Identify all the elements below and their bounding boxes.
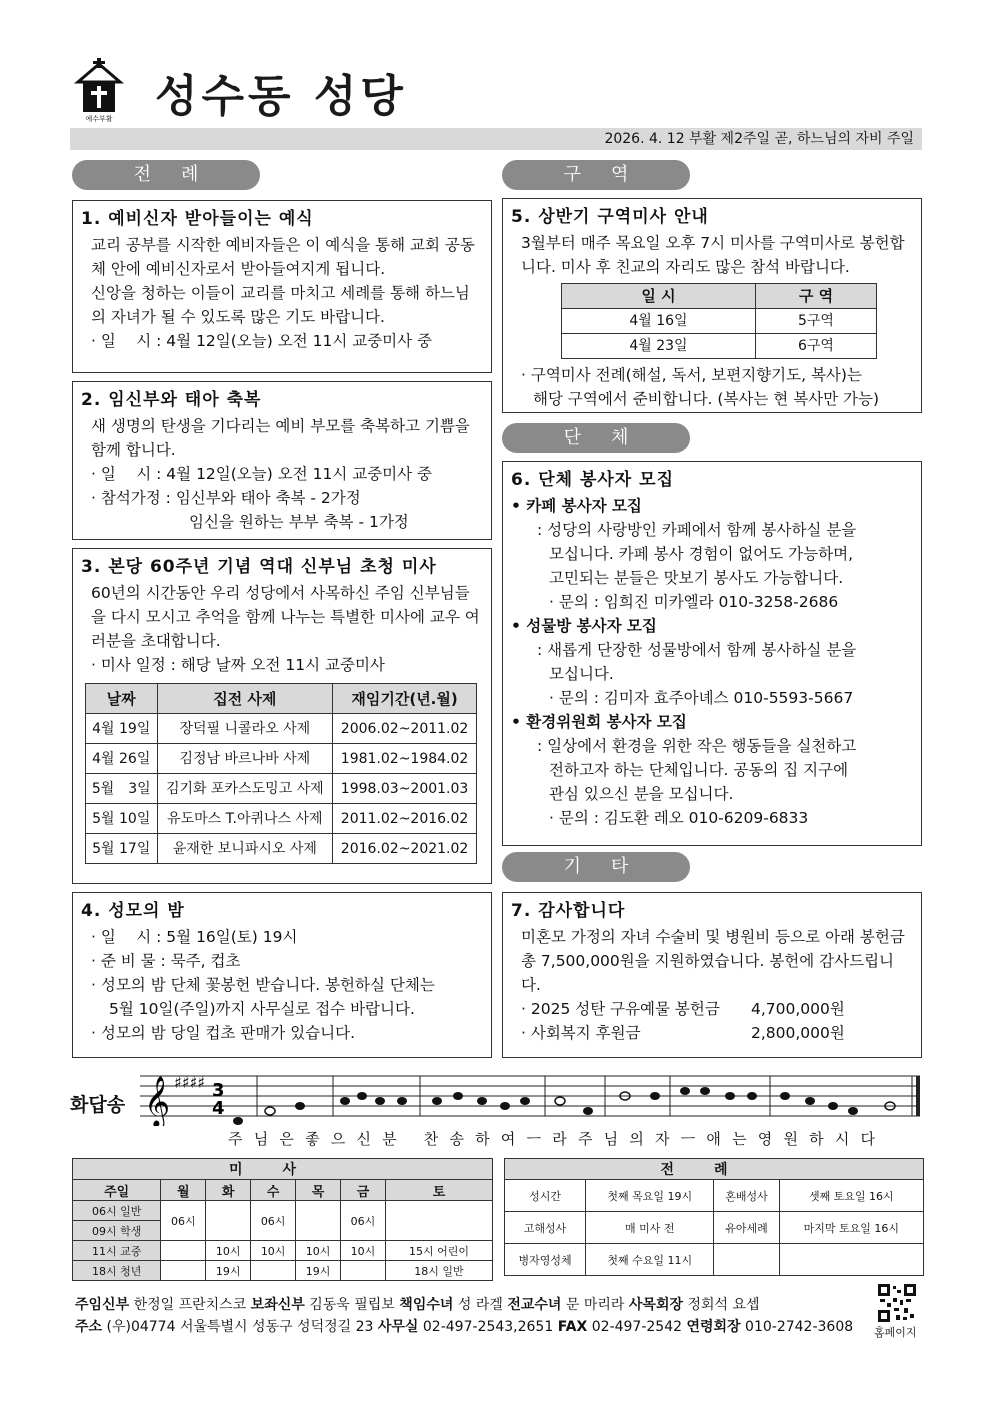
item-2-title: 2. 임신부와 태아 축복 xyxy=(81,390,262,410)
mass-day-header: 수 xyxy=(251,1180,296,1201)
item-7-row1 xyxy=(511,997,913,1021)
footer-k5: 사목회장 xyxy=(628,1297,684,1313)
item-1-box xyxy=(72,200,492,373)
qr-label: 홈페이지 xyxy=(874,1326,917,1339)
item-6-g1-l1: : 성당의 사랑방인 카페에서 함께 봉사하실 분을 xyxy=(537,521,857,539)
item-7-body: 미혼모 가정의 자녀 수술비 및 병원비 등으로 아래 봉헌금 총 7,500,000원을 지원하였습니다. 봉헌에 감사드립니다. xyxy=(521,928,905,994)
psalm-lyrics: 주님은좋으신분 찬송하여ㅡ라주님의자ㅡ애는영원하시다 xyxy=(228,1130,887,1148)
section-district: 구역 xyxy=(502,160,690,190)
footer-line-1 xyxy=(75,1294,853,1316)
mass-thu-am: 10시 xyxy=(296,1241,341,1261)
item-6-box xyxy=(502,461,922,846)
item-5-note2: 해당 구역에서 준비합니다. (복사는 현 복사만 가능) xyxy=(533,390,880,408)
item-1-body2: 신앙을 청하는 이들이 교리를 마치고 세례를 통해 하느님의 자녀가 될 수 있도록 많은 기도 바랍니다. xyxy=(91,284,470,326)
mass-sun-0: 06시 일반 xyxy=(73,1201,161,1221)
table-cell: 김기화 포카스도밍고 사제 xyxy=(157,774,333,804)
mass-sun-1: 09시 학생 xyxy=(73,1221,161,1241)
table-cell: 1981.02~1984.02 xyxy=(333,744,477,774)
sac-r1-c2: 유아세례 xyxy=(714,1212,779,1244)
mass-tue-am: 10시 xyxy=(206,1241,251,1261)
item-3-box xyxy=(72,548,492,884)
svg-text:𝄞: 𝄞 xyxy=(144,1076,171,1126)
priest-table-header: 재임기간(년.월) xyxy=(333,684,477,714)
mass-day-header: 목 xyxy=(296,1180,341,1201)
sac-r0-c0: 성시간 xyxy=(505,1180,586,1212)
item-2-who2: 임신을 원하는 부부 축복 - 1가정 xyxy=(189,513,409,531)
item-6-g3-l2: 전하고자 하는 단체입니다. 공동의 집 지구에 xyxy=(549,761,849,779)
item-4-l5: · 성모의 밤 당일 컵초 판매가 있습니다. xyxy=(91,1024,356,1042)
table-cell: 윤재한 보니파시오 사제 xyxy=(157,834,333,864)
item-6-g2-title: • 성물방 봉사자 모집 xyxy=(511,617,657,635)
table-cell: 유도마스 T.아퀴나스 사제 xyxy=(157,804,333,834)
footer-k7: 사무실 xyxy=(377,1319,419,1335)
item-2-when: · 일 시 : 4월 12일(오늘) 오전 11시 교중미사 중 xyxy=(91,465,433,483)
section-liturgy: 전례 xyxy=(72,160,260,190)
item-4-l1: · 일 시 : 5월 16일(토) 19시 xyxy=(91,928,298,946)
footer-line-2 xyxy=(75,1316,853,1338)
item-5-body: 3월부터 매주 목요일 오후 7시 미사를 구역미사로 봉헌합니다. 미사 후 친교의 자리도 많은 참석 바랍니다. xyxy=(521,234,905,276)
mass-fri-am: 10시 xyxy=(341,1241,386,1261)
item-4-l4: 5월 10일(주일)까지 사무실로 접수 바랍니다. xyxy=(109,1000,415,1018)
mass-day-header: 토 xyxy=(385,1180,492,1201)
footer-v9: 010-2742-3608 xyxy=(745,1319,854,1335)
sac-r0-c2: 혼배성사 xyxy=(714,1180,779,1212)
sac-r0-c3: 셋째 토요일 16시 xyxy=(779,1180,923,1212)
footer-v8: 02-497-2542 xyxy=(591,1319,683,1335)
psalm-label: 화답송 xyxy=(70,1094,126,1116)
item-6-title: 6. 단체 봉사자 모집 xyxy=(511,470,674,490)
mass-table-title: 미사 xyxy=(73,1159,493,1180)
mass-sun-2: 11시 교중 xyxy=(73,1241,161,1261)
mass-wed: 06시 xyxy=(251,1201,296,1241)
footer-k3: 책임수녀 xyxy=(399,1297,454,1313)
mass-wed-am: 10시 xyxy=(251,1241,296,1261)
footer-k4: 전교수녀 xyxy=(507,1297,562,1313)
item-6-g1-title: • 카페 봉사자 모집 xyxy=(511,497,642,515)
footer-k8: FAX xyxy=(557,1319,588,1335)
priest-table xyxy=(85,683,477,864)
table-cell: 2016.02~2021.02 xyxy=(333,834,477,864)
music-staff xyxy=(140,1066,922,1126)
item-6-g1-contact: · 문의 : 임희진 미카엘라 010-3258-2686 xyxy=(549,593,839,611)
mass-sat-child: 15시 어린이 xyxy=(385,1241,492,1261)
item-4-box xyxy=(72,892,492,1058)
district-table xyxy=(561,283,877,359)
item-6-g1-l3: 고민되는 분들은 맛보기 봉사도 가능합니다. xyxy=(549,569,844,587)
district-table-header: 구 역 xyxy=(755,284,876,309)
footer-k1: 주임신부 xyxy=(75,1297,130,1313)
footer-v4: 문 마리라 xyxy=(565,1297,625,1313)
section-other: 기타 xyxy=(502,852,690,882)
priest-table-header: 집전 사제 xyxy=(157,684,333,714)
mass-fri: 06시 xyxy=(341,1201,386,1241)
table-cell: 5월 17일 xyxy=(86,834,158,864)
table-cell: 2011.02~2016.02 xyxy=(333,804,477,834)
mass-mon: 06시 xyxy=(161,1201,206,1241)
mass-day-header: 금 xyxy=(341,1180,386,1201)
table-cell: 5월 3일 xyxy=(86,774,158,804)
mass-sat-general: 18시 일반 xyxy=(385,1261,492,1281)
item-7-r1-amount: 4,700,000원 xyxy=(751,1000,845,1018)
mass-schedule-table xyxy=(72,1158,493,1281)
item-1-body1: 교리 공부를 시작한 예비자들은 이 예식을 통해 교회 공동체 안에 예비신자로서 받아들여지게 됩니다. xyxy=(91,236,475,278)
table-row xyxy=(86,714,477,744)
table-cell: 2006.02~2011.02 xyxy=(333,714,477,744)
table-cell: 4월 16일 xyxy=(562,309,756,334)
mass-day-header: 월 xyxy=(161,1180,206,1201)
sac-r2-c0: 병자영성체 xyxy=(505,1244,586,1276)
table-cell: 5월 10일 xyxy=(86,804,158,834)
mass-thu-pm: 19시 xyxy=(296,1261,341,1281)
item-6-g2-l2: 모십니다. xyxy=(549,665,614,683)
item-7-box xyxy=(502,892,922,1058)
qr-code-icon[interactable] xyxy=(878,1284,916,1322)
item-1-title: 1. 예비신자 받아들이는 예식 xyxy=(81,209,314,229)
svg-text:3: 3 xyxy=(212,1080,225,1101)
table-cell: 5구역 xyxy=(755,309,876,334)
item-7-r1-label: · 2025 성탄 구유예물 봉헌금 xyxy=(521,1000,720,1018)
item-6-g3-l3: 관심 있으신 분을 모십니다. xyxy=(549,785,734,803)
sac-r0-c1: 첫째 목요일 19시 xyxy=(586,1180,714,1212)
item-2-who1: · 참석가정 : 임신부와 태아 축복 - 2가정 xyxy=(91,489,361,507)
item-4-l3: · 성모의 밤 단체 꽃봉헌 받습니다. 봉헌하실 단체는 xyxy=(91,976,435,994)
item-7-title: 7. 감사합니다 xyxy=(511,901,626,921)
table-row xyxy=(86,804,477,834)
table-cell: 장덕필 니콜라오 사제 xyxy=(157,714,333,744)
item-2-box xyxy=(72,381,492,540)
item-6-g1-l2: 모십니다. 카페 봉사 경험이 없어도 가능하며, xyxy=(549,545,854,563)
section-group: 단체 xyxy=(502,423,690,453)
item-7-r2-label: · 사회복지 후원금 xyxy=(521,1024,641,1042)
mass-day-header: 화 xyxy=(206,1180,251,1201)
svg-text:♯♯♯♯: ♯♯♯♯ xyxy=(174,1073,205,1092)
item-3-title: 3. 본당 60주년 기념 역대 신부님 초청 미사 xyxy=(81,557,437,577)
footer xyxy=(75,1294,853,1338)
item-6-g3-l1: : 일상에서 환경을 위한 작은 행동들을 실천하고 xyxy=(537,737,857,755)
item-6-g2-contact: · 문의 : 김미자 효주아녜스 010-5593-5667 xyxy=(549,689,854,707)
table-cell: 6구역 xyxy=(755,334,876,359)
item-5-title: 5. 상반기 구역미사 안내 xyxy=(511,207,709,227)
table-row xyxy=(562,334,877,359)
footer-k9: 연령회장 xyxy=(686,1319,741,1335)
table-cell: 김정남 바르나바 사제 xyxy=(157,744,333,774)
mass-day-header: 주일 xyxy=(73,1180,161,1201)
item-2-body: 새 생명의 탄생을 기다리는 예비 부모를 축복하고 기쁨을 함께 합니다. xyxy=(91,417,470,459)
table-cell: 4월 23일 xyxy=(562,334,756,359)
item-6-g2-l1: : 새롭게 단장한 성물방에서 함께 봉사하실 분을 xyxy=(537,641,857,659)
priest-table-header: 날짜 xyxy=(86,684,158,714)
table-cell: 4월 19일 xyxy=(86,714,158,744)
logo-caption: 예수부활 xyxy=(85,115,113,123)
item-4-l2: · 준 비 물 : 묵주, 컵초 xyxy=(91,952,241,970)
page-title: 성수동 성당 xyxy=(155,71,407,122)
table-row xyxy=(86,744,477,774)
item-6-g3-title: • 환경위원회 봉사자 모집 xyxy=(511,713,687,731)
svg-text:4: 4 xyxy=(212,1098,225,1119)
district-table-header: 일 시 xyxy=(562,284,756,309)
mass-tue-pm: 19시 xyxy=(206,1261,251,1281)
item-3-schedule: · 미사 일정 : 해당 날짜 오전 11시 교중미사 xyxy=(91,656,385,674)
sacrament-table-title: 전례 xyxy=(505,1159,924,1180)
footer-k2: 보좌신부 xyxy=(250,1297,305,1313)
item-7-row2 xyxy=(511,1021,913,1045)
sac-r2-c1: 첫째 수요일 11시 xyxy=(586,1244,714,1276)
footer-k6: 주소 xyxy=(75,1319,103,1335)
table-row xyxy=(86,834,477,864)
date-bar: 2026. 4. 12 부활 제2주일 곧, 하느님의 자비 주일 xyxy=(70,128,922,150)
footer-v5: 정회석 요셉 xyxy=(687,1297,760,1313)
item-5-note1: · 구역미사 전례(해설, 독서, 보편지향기도, 복사)는 xyxy=(521,366,862,384)
item-1-when: · 일 시 : 4월 12일(오늘) 오전 11시 교중미사 중 xyxy=(91,332,433,350)
table-row xyxy=(86,774,477,804)
church-logo xyxy=(70,58,128,124)
table-cell: 4월 26일 xyxy=(86,744,158,774)
sacrament-table xyxy=(504,1158,924,1276)
mass-sun-3: 18시 청년 xyxy=(73,1261,161,1281)
sac-r1-c0: 고해성사 xyxy=(505,1212,586,1244)
item-6-g3-contact: · 문의 : 김도환 레오 010-6209-6833 xyxy=(549,809,809,827)
footer-v6: (우)04774 서울특별시 성동구 성덕정길 23 xyxy=(106,1319,374,1335)
sac-r1-c1: 매 미사 전 xyxy=(586,1212,714,1244)
footer-v1: 한정일 프란치스코 xyxy=(133,1297,247,1313)
footer-v7: 02-497-2543,2651 xyxy=(422,1319,554,1335)
item-3-body: 60년의 시간동안 우리 성당에서 사목하신 주임 신부님들을 다시 모시고 추억을 함께 나누는 특별한 미사에 교우 여러분을 초대합니다. xyxy=(91,584,480,650)
item-5-box xyxy=(502,198,922,413)
table-row xyxy=(562,309,877,334)
sac-r1-c3: 마지막 토요일 16시 xyxy=(779,1212,923,1244)
item-7-r2-amount: 2,800,000원 xyxy=(751,1024,845,1042)
item-4-title: 4. 성모의 밤 xyxy=(81,901,185,921)
footer-v2: 김동욱 필립보 xyxy=(309,1297,395,1313)
table-cell: 1998.03~2001.03 xyxy=(333,774,477,804)
footer-v3: 성 라겔 xyxy=(457,1297,503,1313)
